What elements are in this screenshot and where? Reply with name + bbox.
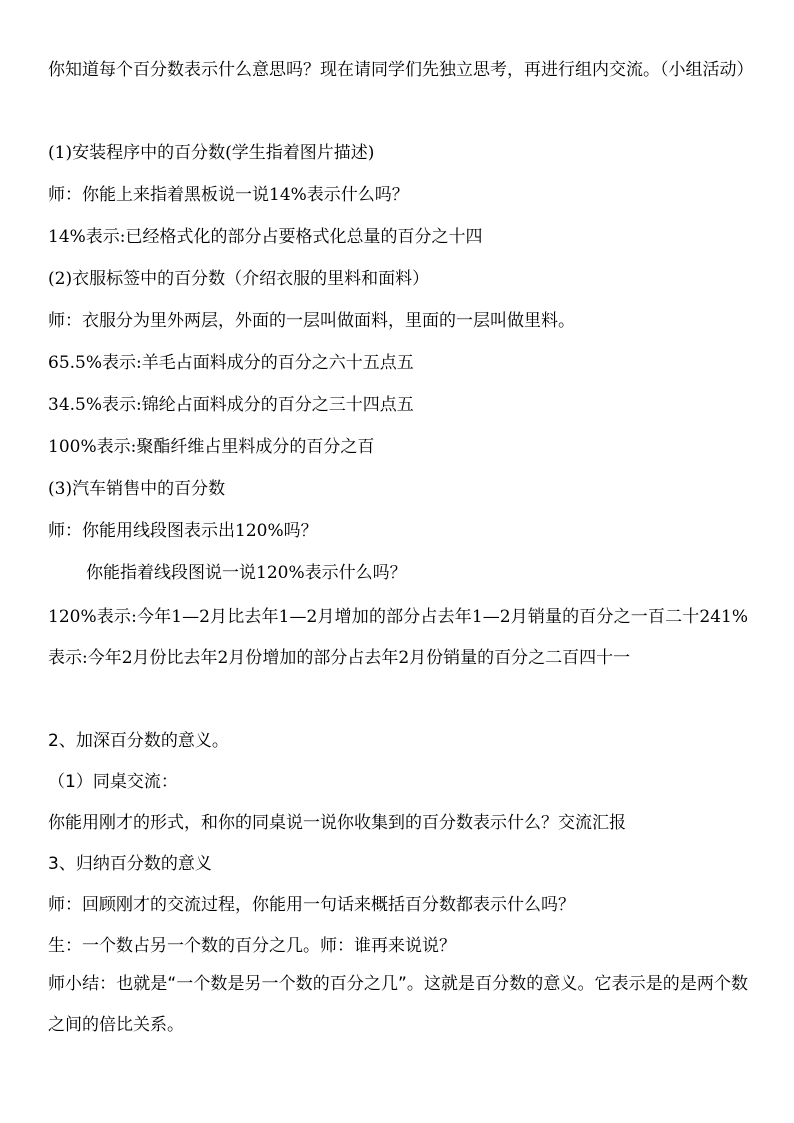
- desk-mate-prompt: 你能用刚才的形式，和你的同桌说一说你收集到的百分数表示什么？交流汇报: [48, 813, 626, 833]
- teacher-followup-120: 你能指着线段图说一说120%表示什么吗？: [86, 563, 407, 583]
- answer-100-percent: 100%表示:聚酯纤维占里料成分的百分之百: [48, 437, 375, 457]
- answer-120-and-241-percent: 120%表示:今年1—2月比去年1—2月增加的部分占去年1—2月销量的百分之一百二十241%表示:今年2月份比去年2月份增加的部分占去年2月份销量的百分之二百四十一: [48, 607, 748, 668]
- answer-14-percent: 14%表示:已经格式化的部分占要格式化总量的百分之十四: [48, 227, 483, 247]
- section-3-heading: 3、归纳百分数的意义: [48, 854, 212, 874]
- teacher-question-120: 师：你能用线段图表示出120%吗？: [48, 521, 318, 541]
- answer-34-5-percent: 34.5%表示:锦纶占面料成分的百分之三十四点五: [48, 395, 414, 415]
- teacher-summary: 师小结：也就是“一个数是另一个数的百分之几”。这就是百分数的意义。它表示是的是两个数之间的倍比关系。: [48, 974, 748, 1035]
- heading-car-sales: (3)汽车销售中的百分数: [48, 479, 226, 499]
- answer-65-5-percent: 65.5%表示:羊毛占面料成分的百分之六十五点五: [48, 353, 414, 373]
- student-answer: 生：一个数占另一个数的百分之几。师：谁再来说说？: [48, 936, 456, 956]
- section-2-heading: 2、加深百分数的意义。: [48, 731, 229, 751]
- teacher-question-14: 师：你能上来指着黑板说一说14%表示什么吗？: [48, 185, 409, 205]
- paragraph-intro: 你知道每个百分数表示什么意思吗？现在请同学们先独立思考，再进行组内交流。（小组活动）: [48, 60, 754, 80]
- teacher-review-question: 师：回顾刚才的交流过程，你能用一句话来概括百分数都表示什么吗？: [48, 895, 575, 915]
- heading-clothing-label: (2)衣服标签中的百分数（介绍衣服的里料和面料）: [48, 269, 430, 289]
- subsection-desk-mate: （1）同桌交流：: [48, 772, 178, 792]
- heading-install-program: (1)安装程序中的百分数(学生指着图片描述): [48, 143, 375, 163]
- teacher-clothing-layers: 师：衣服分为里外两层，外面的一层叫做面料，里面的一层叫做里料。: [48, 311, 575, 331]
